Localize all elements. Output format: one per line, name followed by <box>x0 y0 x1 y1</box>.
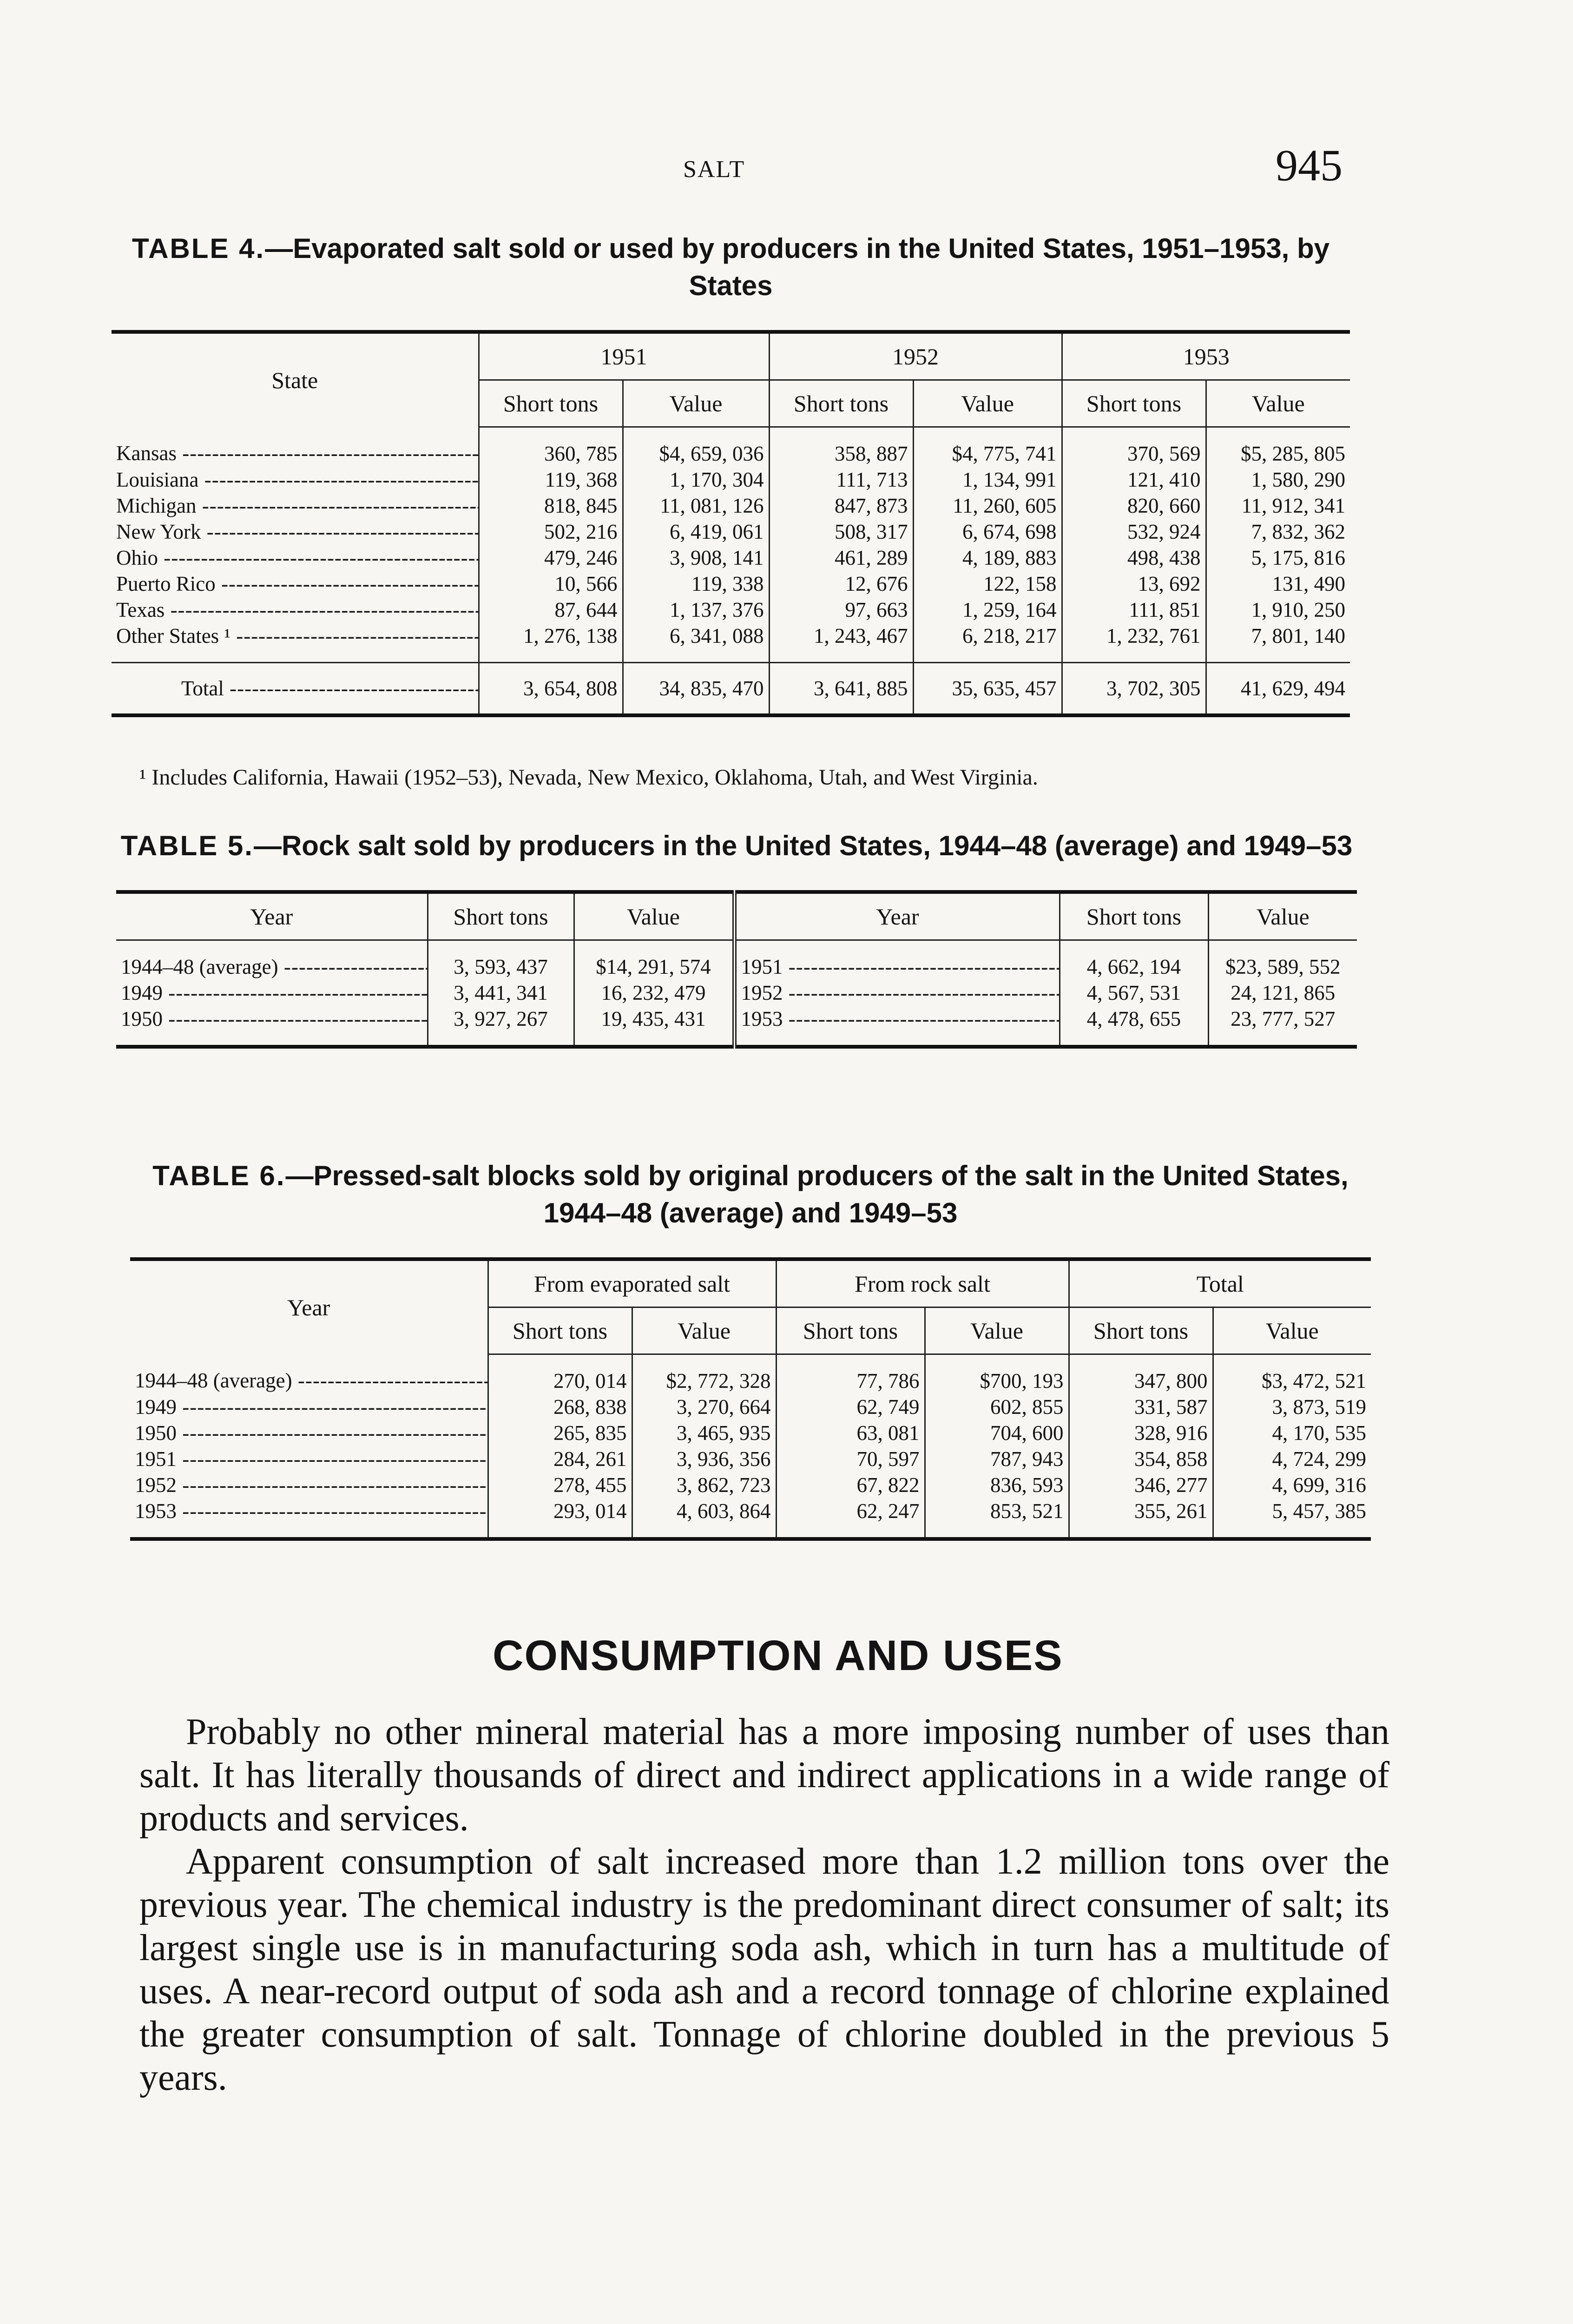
table-4-value-cell: 1, 137, 376 <box>623 597 769 623</box>
table-5-value-cell: 24, 121, 865 <box>1231 981 1336 1004</box>
table-6-value-cell: 70, 597 <box>776 1446 925 1472</box>
table-6-group-header: From evaporated salt <box>488 1259 776 1307</box>
table-6-value-cell: 836, 593 <box>925 1472 1069 1498</box>
table-6-group-header: Total <box>1069 1259 1371 1307</box>
table-4-col-short-tons: Short tons <box>479 380 623 427</box>
table-4-value-cell: 1, 910, 250 <box>1251 598 1345 621</box>
body-paragraph: Apparent consumption of salt increased more than 1.2 million tons over the previous year. The chemical industry is the predominant direct consumer of salt; its largest single use is in manufacturing soda ash, which in turn has a multitude of uses. A near-record output of soda ash and a record tonnage of chlorine explained the greater consumption of salt. Tonnage of chlorine doubled in the previous 5 years. <box>139 1841 1389 2098</box>
table-4-value-cell: 87, 644 <box>479 597 623 623</box>
table-row <box>130 1472 1371 1498</box>
table-4-year-header: 1953 <box>1062 332 1350 380</box>
table-5-value-cell: $23, 589, 552 <box>1225 955 1341 978</box>
table-6-value-cell: 3, 873, 519 <box>1272 1395 1367 1419</box>
table-row <box>116 1006 1357 1047</box>
table-5-value-cell: 16, 232, 479 <box>574 980 734 1006</box>
table-4-value-cell: 498, 438 <box>1062 545 1206 571</box>
table-5-col-year: Year <box>116 892 428 940</box>
table-4-value-cell: 7, 801, 140 <box>1251 624 1345 647</box>
table-4-value-cell: 1, 232, 761 <box>1062 623 1206 663</box>
table-row <box>112 623 1350 663</box>
table-5-short-tons-cell: 3, 593, 437 <box>428 940 574 980</box>
table-4-state-cell: Puerto Rico ----- <box>112 571 479 597</box>
table-4-value-cell: 121, 410 <box>1062 467 1206 493</box>
table-5-value-cell: 19, 435, 431 <box>574 1006 734 1047</box>
table-row <box>130 1498 1371 1539</box>
table-6-value-cell: 67, 822 <box>776 1472 925 1498</box>
table-6-value-cell: 3, 862, 723 <box>632 1472 776 1498</box>
table-6-value-cell: 346, 277 <box>1069 1472 1213 1498</box>
table-row <box>112 519 1350 545</box>
table-4-value-cell: 818, 845 <box>479 493 623 519</box>
table-4-state-cell: Kansas ----- <box>112 427 479 467</box>
table-5-col-short-tons: Short tons <box>428 892 574 940</box>
table-6-value-cell: 293, 014 <box>488 1498 632 1539</box>
table-4-value-cell: $4, 775, 741 <box>913 427 1062 467</box>
table-4-total-cell: 3, 641, 885 <box>769 663 913 716</box>
table-5-year-cell: 1949 ----- <box>116 980 428 1006</box>
table-6-label: TABLE 6. <box>152 1160 286 1191</box>
table-row <box>112 597 1350 623</box>
table-4-value-cell: 111, 851 <box>1062 597 1206 623</box>
table-row <box>116 980 1357 1006</box>
table-5-label: TABLE 5. <box>120 830 254 861</box>
table-4-value-cell: 11, 081, 126 <box>623 493 769 519</box>
table-6-year-cell: 1951 ----- <box>130 1446 488 1472</box>
table-6-value-cell: 265, 835 <box>488 1420 632 1446</box>
table-6-value-cell: 4, 724, 299 <box>1272 1447 1367 1471</box>
table-4-year-header: 1952 <box>769 332 1062 380</box>
table-6-value-cell: 347, 800 <box>1069 1354 1213 1394</box>
table-6-col-value: Value <box>632 1307 776 1354</box>
table-6-value-cell: 278, 455 <box>488 1472 632 1498</box>
table-4-value-cell: 370, 569 <box>1062 427 1206 467</box>
table-row <box>112 545 1350 571</box>
table-6-value-cell: 602, 855 <box>925 1394 1069 1420</box>
table-6-value-cell: 4, 603, 864 <box>632 1498 776 1539</box>
table-4-value-cell: 1, 134, 991 <box>913 467 1062 493</box>
table-4-value-cell: 1, 259, 164 <box>913 597 1062 623</box>
table-4-value-cell: 479, 246 <box>479 545 623 571</box>
table-5-year-cell: 1952 ----- <box>734 980 1060 1006</box>
table-6-value-cell: 4, 699, 316 <box>1272 1473 1367 1497</box>
table-4-value-cell: 847, 873 <box>769 493 913 519</box>
table-row <box>112 493 1350 519</box>
table-5-short-tons-cell: 4, 662, 194 <box>1060 940 1208 980</box>
table-6-value-cell: 62, 247 <box>776 1498 925 1539</box>
table-4-value-cell: 111, 713 <box>769 467 913 493</box>
table-6-value-cell: $2, 772, 328 <box>632 1354 776 1394</box>
table-row <box>112 427 1350 467</box>
table-4-value-cell: 3, 908, 141 <box>623 545 769 571</box>
table-6-value-cell: 4, 170, 535 <box>1272 1421 1367 1445</box>
table-4-total-row <box>112 663 1350 716</box>
table-4-total-cell: 41, 629, 494 <box>1206 663 1350 716</box>
table-5-year-cell: 1951 ----- <box>734 940 1060 980</box>
table-4-value-cell: 4, 189, 883 <box>913 545 1062 571</box>
table-4-value-cell: 119, 338 <box>623 571 769 597</box>
table-4-footnote: ¹ Includes California, Hawaii (1952–53), Nevada, New Mexico, Oklahoma, Utah, and West Virginia. <box>139 765 1038 790</box>
table-5-title: —Rock salt sold by producers in the United States, 1944–48 (average) and 1949–53 <box>253 830 1353 861</box>
table-4-value-cell: 1, 276, 138 <box>479 623 623 663</box>
table-4-caption <box>112 230 1350 304</box>
table-4-total-cell: 3, 654, 808 <box>479 663 623 716</box>
table-4-total-cell: 35, 635, 457 <box>913 663 1062 716</box>
table-4-value-cell: 12, 676 <box>769 571 913 597</box>
table-6-value-cell: 77, 786 <box>776 1354 925 1394</box>
table-5-year-cell: 1950 ----- <box>116 1006 428 1047</box>
table-5-col-value: Value <box>1208 892 1357 940</box>
table-5-year-cell: 1953 ----- <box>734 1006 1060 1047</box>
table-4-value-cell: $4, 659, 036 <box>623 427 769 467</box>
table-6-col-short-tons: Short tons <box>776 1307 925 1354</box>
table-6-value-cell: 331, 587 <box>1069 1394 1213 1420</box>
table-4-value-cell: 461, 289 <box>769 545 913 571</box>
table-row <box>130 1446 1371 1472</box>
table-4 <box>112 330 1350 717</box>
table-5-year-cell: 1944–48 (average) ----- <box>116 940 428 980</box>
table-6-year-cell: 1944–48 (average) ----- <box>130 1354 488 1394</box>
table-4-value-cell: 1, 580, 290 <box>1251 468 1345 491</box>
table-6-caption <box>130 1157 1371 1232</box>
table-row <box>130 1394 1371 1420</box>
table-6-year-cell: 1952 ----- <box>130 1472 488 1498</box>
table-6-year-cell: 1953 ----- <box>130 1498 488 1539</box>
table-4-value-cell: 13, 692 <box>1062 571 1206 597</box>
table-6-value-cell: 704, 600 <box>925 1420 1069 1446</box>
table-5 <box>116 890 1357 1049</box>
table-5-short-tons-cell: 4, 478, 655 <box>1060 1006 1208 1047</box>
table-4-value-cell: 358, 887 <box>769 427 913 467</box>
table-row <box>116 940 1357 980</box>
table-4-value-cell: 6, 674, 698 <box>913 519 1062 545</box>
table-6-title: —Pressed-salt blocks sold by original producers of the salt in the United States, 1944–48 (average) and 1949–53 <box>285 1160 1349 1228</box>
table-4-block <box>112 230 1350 717</box>
table-4-stub-header: State <box>112 332 479 427</box>
table-6-col-short-tons: Short tons <box>488 1307 632 1354</box>
table-4-value-cell: 820, 660 <box>1062 493 1206 519</box>
body-paragraph: Probably no other mineral material has a more imposing number of uses than salt. It has literally thousands of direct and indirect applications in a wide range of products and services. <box>139 1711 1389 1839</box>
table-5-block <box>116 827 1357 1049</box>
table-5-col-short-tons: Short tons <box>1060 892 1208 940</box>
table-6-year-cell: 1950 ----- <box>130 1420 488 1446</box>
table-4-value-cell: 508, 317 <box>769 519 913 545</box>
table-4-value-cell: 11, 260, 605 <box>913 493 1062 519</box>
table-4-state-cell: Michigan ----- <box>112 493 479 519</box>
table-6-value-cell: 3, 936, 356 <box>632 1446 776 1472</box>
table-4-value-cell: $5, 285, 805 <box>1241 442 1345 465</box>
table-4-value-cell: 5, 175, 816 <box>1251 546 1345 569</box>
table-5-caption <box>116 827 1357 865</box>
table-4-total-cell: 3, 702, 305 <box>1062 663 1206 716</box>
table-row <box>112 467 1350 493</box>
table-6-value-cell: 62, 749 <box>776 1394 925 1420</box>
table-5-col-value: Value <box>574 892 734 940</box>
table-5-value-cell: $14, 291, 574 <box>574 940 734 980</box>
table-4-value-cell: 11, 912, 341 <box>1241 494 1345 517</box>
table-6-group-header: From rock salt <box>776 1259 1069 1307</box>
table-5-value-cell: 23, 777, 527 <box>1208 1006 1357 1047</box>
table-6-year-cell: 1949 ----- <box>130 1394 488 1420</box>
table-4-col-value: Value <box>1206 380 1350 427</box>
table-6-value-cell: 355, 261 <box>1069 1498 1213 1539</box>
table-6-value-cell: $700, 193 <box>925 1354 1069 1394</box>
page-number: 945 <box>1276 140 1343 190</box>
table-6-value-cell: 3, 270, 664 <box>632 1394 776 1420</box>
table-4-title: —Evaporated salt sold or used by producers in the United States, 1951–1953, by States <box>265 233 1329 301</box>
table-4-value-cell: 1, 170, 304 <box>623 467 769 493</box>
table-6-value-cell: 63, 081 <box>776 1420 925 1446</box>
table-4-year-header: 1951 <box>479 332 769 380</box>
table-6-value-cell: 853, 521 <box>925 1498 1069 1539</box>
table-4-value-cell: 502, 216 <box>479 519 623 545</box>
table-row <box>112 571 1350 597</box>
table-4-state-cell: Ohio ----- <box>112 545 479 571</box>
table-6-value-cell: 268, 838 <box>488 1394 632 1420</box>
table-6-col-value: Value <box>1213 1307 1371 1354</box>
table-4-value-cell: 119, 368 <box>479 467 623 493</box>
table-4-value-cell: 1, 243, 467 <box>769 623 913 663</box>
table-6-stub-header: Year <box>130 1259 488 1354</box>
table-4-value-cell: 122, 158 <box>913 571 1062 597</box>
table-4-state-cell: Other States ¹ ----- <box>112 623 479 663</box>
table-6 <box>130 1257 1371 1541</box>
table-4-total-cell: 34, 835, 470 <box>623 663 769 716</box>
table-4-value-cell: 6, 419, 061 <box>623 519 769 545</box>
table-6-col-short-tons: Short tons <box>1069 1307 1213 1354</box>
table-4-label: TABLE 4. <box>132 233 265 264</box>
table-6-block <box>130 1157 1371 1541</box>
table-6-value-cell: 5, 457, 385 <box>1213 1498 1371 1539</box>
section-body <box>139 1710 1389 2100</box>
table-4-state-cell: New York ----- <box>112 519 479 545</box>
table-row <box>130 1420 1371 1446</box>
table-6-value-cell: 3, 465, 935 <box>632 1420 776 1446</box>
table-4-col-short-tons: Short tons <box>769 380 913 427</box>
table-4-total-label: Total ----- <box>112 663 479 716</box>
table-4-value-cell: 131, 490 <box>1272 572 1345 595</box>
table-5-short-tons-cell: 3, 441, 341 <box>428 980 574 1006</box>
table-6-value-cell: 328, 916 <box>1069 1420 1213 1446</box>
table-6-value-cell: $3, 472, 521 <box>1262 1369 1367 1393</box>
table-6-value-cell: 787, 943 <box>925 1446 1069 1472</box>
table-4-value-cell: 7, 832, 362 <box>1251 520 1345 543</box>
table-5-short-tons-cell: 4, 567, 531 <box>1060 980 1208 1006</box>
table-4-value-cell: 6, 341, 088 <box>623 623 769 663</box>
table-4-state-cell: Texas ----- <box>112 597 479 623</box>
table-4-value-cell: 532, 924 <box>1062 519 1206 545</box>
table-4-state-cell: Louisiana ----- <box>112 467 479 493</box>
table-5-col-year: Year <box>734 892 1060 940</box>
table-6-col-value: Value <box>925 1307 1069 1354</box>
table-4-value-cell: 360, 785 <box>479 427 623 467</box>
table-4-col-value: Value <box>913 380 1062 427</box>
table-4-col-value: Value <box>623 380 769 427</box>
table-6-value-cell: 270, 014 <box>488 1354 632 1394</box>
table-4-value-cell: 10, 566 <box>479 571 623 597</box>
section-heading: CONSUMPTION AND USES <box>493 1632 1063 1679</box>
table-4-value-cell: 97, 663 <box>769 597 913 623</box>
running-head: SALT <box>683 156 745 183</box>
table-6-value-cell: 354, 858 <box>1069 1446 1213 1472</box>
table-4-value-cell: 6, 218, 217 <box>913 623 1062 663</box>
table-6-value-cell: 284, 261 <box>488 1446 632 1472</box>
table-5-short-tons-cell: 3, 927, 267 <box>428 1006 574 1047</box>
table-4-col-short-tons: Short tons <box>1062 380 1206 427</box>
table-row <box>130 1354 1371 1394</box>
